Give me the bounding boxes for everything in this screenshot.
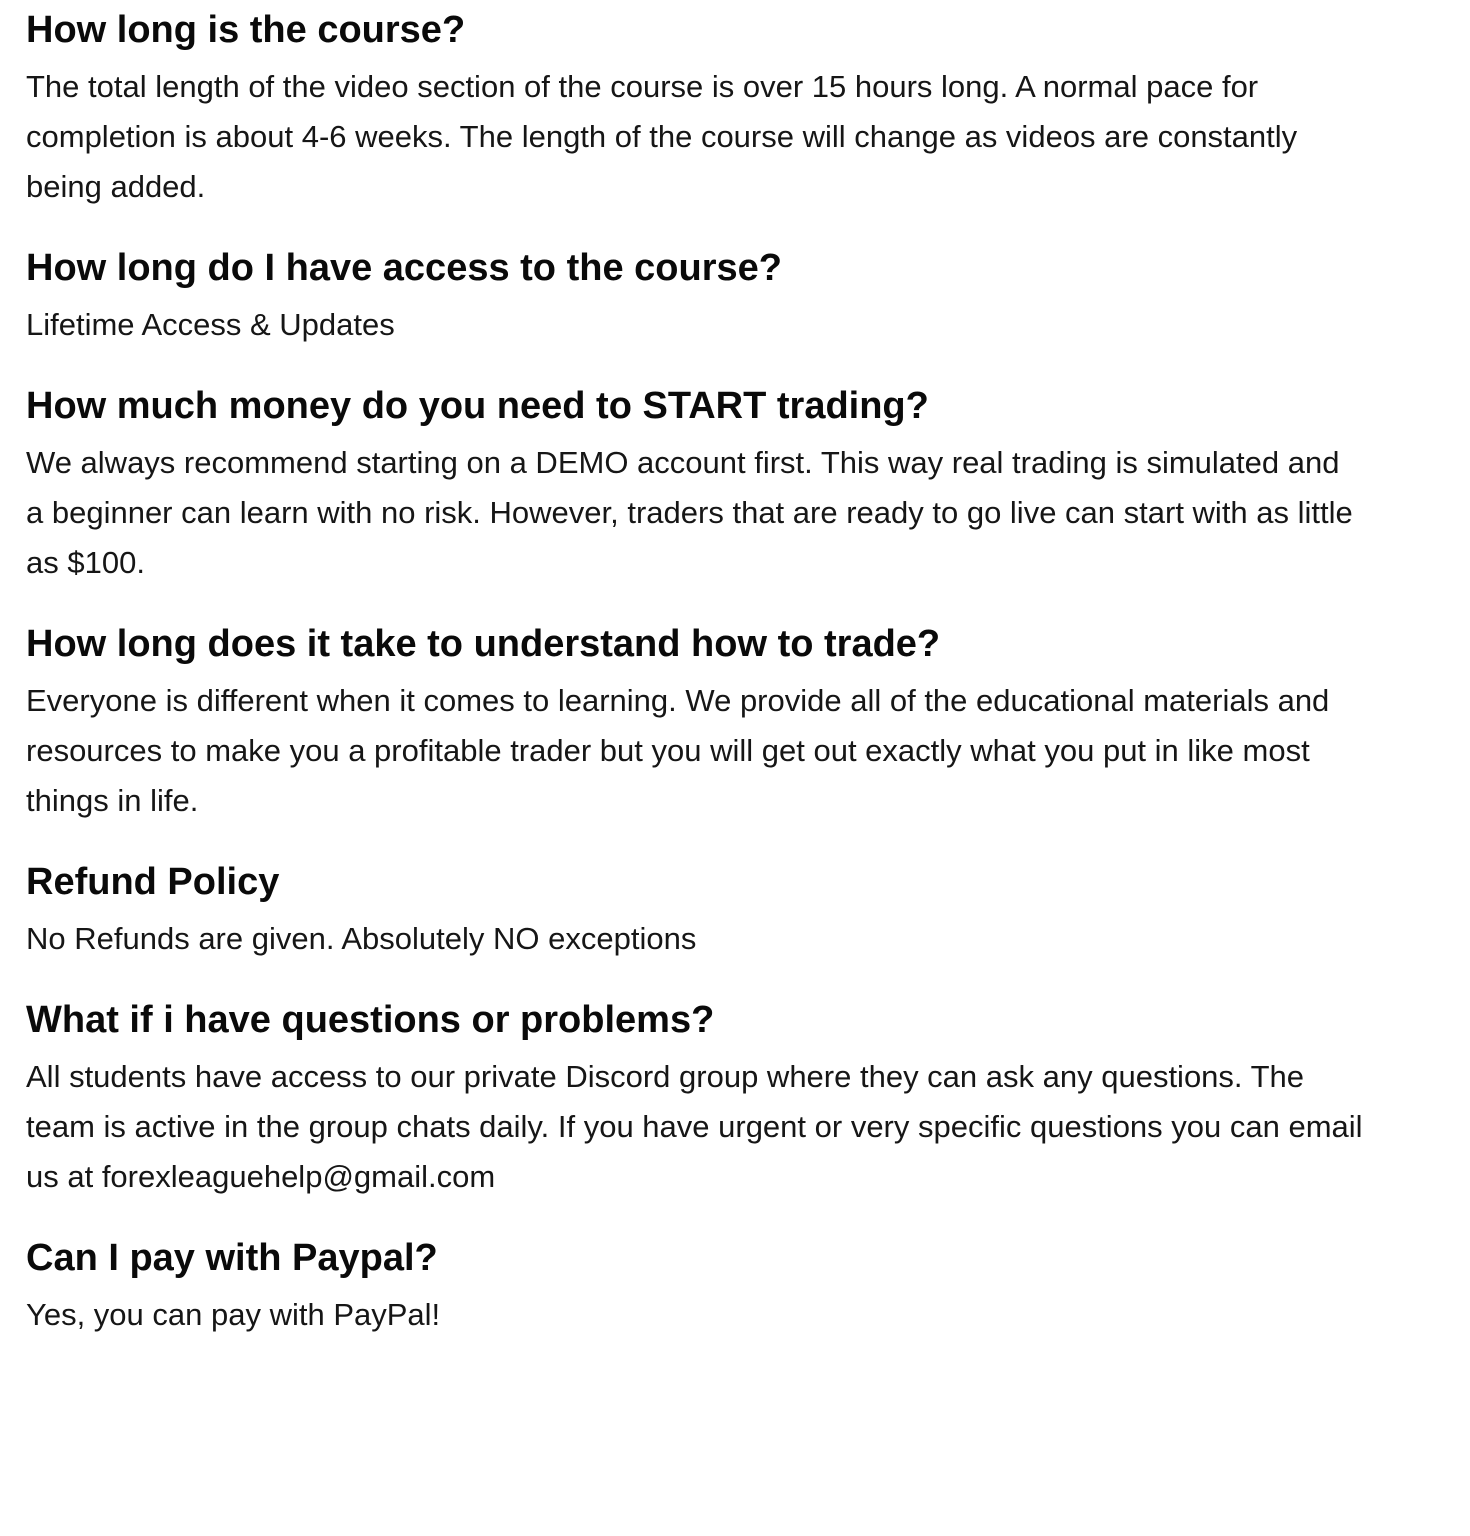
faq-question: What if i have questions or problems?	[26, 999, 715, 1041]
faq-question: How long do I have access to the course?	[26, 247, 782, 289]
faq-question: How long is the course?	[26, 9, 466, 51]
faq-question: How long does it take to understand how to trade?	[26, 623, 941, 665]
faq-answer: We always recommend starting on a DEMO account first. This way real trading is simulated and a beginner can learn with no risk. However, traders that are ready to go live can start with as little as $100.	[26, 445, 1353, 580]
faq-question: Can I pay with Paypal?	[26, 1237, 438, 1279]
faq-item-access-duration	[26, 246, 1386, 350]
faq-answer: Yes, you can pay with PayPal!	[26, 1297, 441, 1332]
faq-question: How much money do you need to START trading?	[26, 385, 929, 427]
faq-item-paypal	[26, 1236, 1386, 1340]
faq-answer: Lifetime Access & Updates	[26, 307, 395, 342]
faq-answer: All students have access to our private Discord group where they can ask any questions. The team is active in the group chats daily. If you have urgent or very specific questions you can email us at forexleaguehelp@gmail.com	[26, 1059, 1363, 1194]
faq-item-starting-money	[26, 384, 1386, 588]
faq-answer: Everyone is different when it comes to learning. We provide all of the educational materials and resources to make you a profitable trader but you will get out exactly what you put in like most things in life.	[26, 683, 1330, 818]
faq-item-refund-policy	[26, 860, 1386, 964]
faq-item-learning-time	[26, 622, 1386, 826]
faq-answer: The total length of the video section of the course is over 15 hours long. A normal pace for completion is about 4-6 weeks. The length of the course will change as videos are constantly being added.	[26, 69, 1298, 204]
faq-answer: No Refunds are given. Absolutely NO exceptions	[26, 921, 697, 956]
faq-question: Refund Policy	[26, 861, 280, 903]
faq-item-support	[26, 998, 1386, 1202]
faq-item-course-length	[26, 8, 1386, 212]
